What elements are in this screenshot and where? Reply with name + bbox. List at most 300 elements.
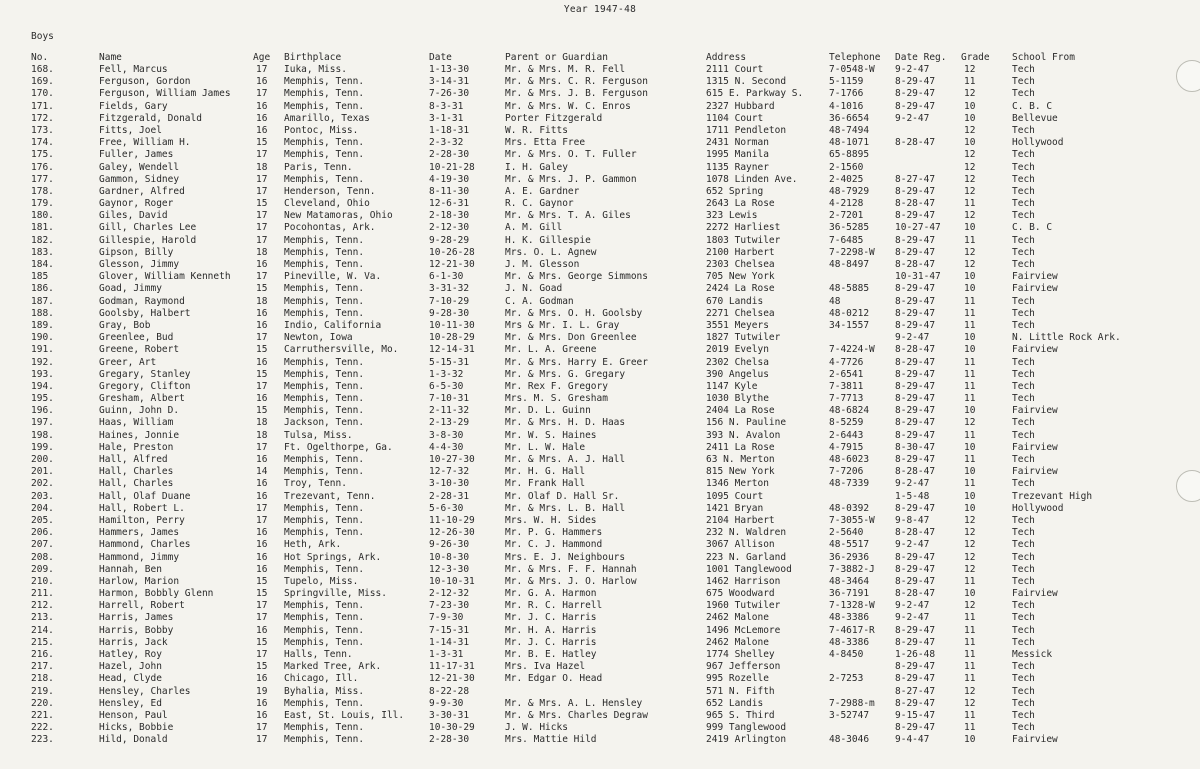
row-number: 196.: [31, 405, 54, 417]
row-number: 218.: [31, 673, 54, 685]
parent-guardian: Mr. & Mrs. Don Greenlee: [505, 332, 637, 344]
parent-guardian: Mr. & Mrs. O. T. Fuller: [505, 149, 637, 161]
parent-guardian: Mr. Edgar O. Head: [505, 673, 603, 685]
header-school-from: School From: [1012, 52, 1075, 63]
student-name: Gillespie, Harold: [99, 234, 197, 246]
parent-guardian: Mrs. M. S. Gresham: [505, 393, 608, 405]
birth-date: 3-1-31: [429, 112, 464, 124]
age: 16: [256, 454, 268, 465]
age: 16: [256, 259, 268, 270]
table-row: [0, 698, 1200, 710]
school-from: Tech: [1012, 246, 1035, 258]
school-from: Fairview: [1012, 271, 1058, 283]
birth-date: 10-26-28: [429, 246, 475, 258]
header-parent: Parent or Guardian: [505, 52, 608, 63]
birth-date: 11-17-31: [429, 661, 475, 673]
student-name: Guinn, John D.: [99, 405, 180, 417]
age: 15: [256, 368, 268, 380]
birthplace: Memphis, Tenn.: [284, 380, 365, 392]
student-name: Goad, Jimmy: [99, 283, 162, 295]
student-name: Gregary, Stanley: [99, 368, 191, 380]
table-row: [0, 393, 1200, 405]
table-row: [0, 186, 1200, 198]
grade: 12: [964, 64, 976, 75]
parent-guardian: C. A. Godman: [505, 295, 574, 307]
age: 17: [256, 185, 268, 197]
grade: 10: [964, 271, 976, 283]
column-headers: [0, 52, 1200, 63]
row-number: 206.: [31, 527, 54, 539]
school-from: Tech: [1012, 393, 1035, 405]
address: 967 Jefferson: [706, 661, 781, 673]
school-from: C. B. C: [1012, 100, 1053, 112]
address: 2019 Evelyn: [706, 344, 769, 356]
date-registered: 8-29-47: [895, 368, 936, 380]
birth-date: 11-10-29: [429, 514, 475, 526]
school-from: Fairview: [1012, 466, 1058, 478]
address: 1104 Court: [706, 112, 764, 124]
table-row: [0, 235, 1200, 247]
school-from: Fairview: [1012, 344, 1058, 356]
address: 1030 Blythe: [706, 393, 769, 405]
parent-guardian: Mr. & Mrs. J. O. Harlow: [505, 575, 637, 587]
age: 15: [256, 405, 268, 417]
age: 16: [256, 112, 268, 124]
date-registered: 8-29-47: [895, 575, 936, 587]
parent-guardian: Mr. Frank Hall: [505, 478, 586, 490]
parent-guardian: Mr. Olaf D. Hall Sr.: [505, 490, 620, 502]
grade: 11: [964, 76, 976, 88]
date-registered: 8-29-47: [895, 283, 936, 295]
row-number: 173.: [31, 124, 54, 136]
row-number: 177.: [31, 173, 54, 185]
grade: 11: [964, 356, 976, 368]
birthplace: Memphis, Tenn.: [284, 466, 365, 478]
grade: 12: [964, 685, 976, 697]
grade: 12: [964, 124, 976, 136]
address: 615 E. Parkway S.: [706, 88, 804, 100]
birth-date: 6-1-30: [429, 271, 464, 283]
grade: 12: [964, 88, 976, 100]
student-name: Hensley, Charles: [99, 685, 191, 697]
parent-guardian: Mr. & Mrs. G. Gregary: [505, 368, 626, 380]
grade: 11: [964, 673, 976, 685]
row-number: 215.: [31, 636, 54, 648]
school-from: Tech: [1012, 636, 1035, 648]
student-name: Ferguson, William James: [99, 88, 231, 100]
school-from: Tech: [1012, 722, 1035, 734]
student-list: [0, 64, 1200, 747]
grade: 10: [964, 222, 976, 234]
table-row: [0, 88, 1200, 100]
school-from: Tech: [1012, 198, 1035, 210]
address: 223 N. Garland: [706, 551, 787, 563]
birthplace: Chicago, Ill.: [284, 673, 359, 685]
school-from: Tech: [1012, 600, 1035, 612]
grade: 10: [964, 502, 976, 514]
telephone: 4-7915: [829, 441, 864, 453]
date-registered: 8-29-47: [895, 307, 936, 319]
date-registered: 8-29-47: [895, 295, 936, 307]
date-registered: 9-2-47: [895, 600, 930, 612]
parent-guardian: Mr. H. G. Hall: [505, 466, 586, 478]
row-number: 186.: [31, 283, 54, 295]
address: 670 Landis: [706, 295, 764, 307]
table-row: [0, 369, 1200, 381]
date-registered: 8-29-47: [895, 393, 936, 405]
birth-date: 12-26-30: [429, 527, 475, 539]
address: 2271 Chelsea: [706, 307, 775, 319]
parent-guardian: Mrs & Mr. I. L. Gray: [505, 319, 620, 331]
birth-date: 6-5-30: [429, 380, 464, 392]
telephone: 7-1328-W: [829, 600, 875, 612]
grade: 12: [964, 246, 976, 258]
row-number: 187.: [31, 295, 54, 307]
school-from: Tech: [1012, 612, 1035, 624]
birth-date: 10-21-28: [429, 161, 475, 173]
binder-hole: [1176, 60, 1200, 92]
birthplace: Memphis, Tenn.: [284, 563, 365, 575]
date-registered: 8-29-47: [895, 319, 936, 331]
school-from: Tech: [1012, 429, 1035, 441]
birthplace: Halls, Tenn.: [284, 649, 353, 660]
birthplace: Amarillo, Texas: [284, 112, 370, 124]
date-registered: 8-29-47: [895, 185, 936, 197]
table-row: [0, 503, 1200, 515]
age: 16: [256, 673, 268, 685]
address: 1421 Bryan: [706, 502, 764, 514]
school-from: Tech: [1012, 234, 1035, 246]
birth-date: 2-28-30: [429, 149, 470, 161]
student-name: Hall, Charles: [99, 466, 174, 478]
birthplace: Memphis, Tenn.: [284, 137, 365, 149]
student-name: Haas, William: [99, 417, 174, 429]
grade: 10: [964, 441, 976, 453]
birth-date: 3-31-32: [429, 283, 470, 295]
row-number: 170.: [31, 88, 54, 100]
age: 14: [256, 466, 268, 478]
school-from: Fairview: [1012, 441, 1058, 453]
parent-guardian: Mr. & Mrs. W. C. Enros: [505, 100, 631, 112]
date-registered: 8-29-47: [895, 722, 936, 734]
age: 16: [256, 709, 268, 721]
telephone: 3-52747: [829, 709, 870, 721]
parent-guardian: Mr. W. S. Haines: [505, 429, 597, 441]
table-row: [0, 478, 1200, 490]
student-name: Harris, Bobby: [99, 624, 174, 636]
age: 17: [256, 222, 268, 234]
telephone: 7-6485: [829, 234, 864, 246]
age: 15: [256, 198, 268, 210]
date-registered: 9-4-47: [895, 734, 930, 746]
parent-guardian: J. W. Hicks: [505, 722, 568, 734]
student-name: Greer, Art: [99, 356, 157, 368]
parent-guardian: I. H. Galey: [505, 161, 568, 173]
row-number: 197.: [31, 417, 54, 429]
telephone: 4-2128: [829, 198, 864, 210]
age: 16: [256, 393, 268, 405]
grade: 12: [964, 185, 976, 197]
telephone: 48-8497: [829, 259, 870, 270]
age: 16: [256, 697, 268, 709]
school-from: Messick: [1012, 649, 1053, 660]
birthplace: Newton, Iowa: [284, 332, 353, 344]
birth-date: 7-10-31: [429, 393, 470, 405]
telephone: 36-2936: [829, 551, 870, 563]
student-name: Goolsby, Halbert: [99, 307, 191, 319]
birthplace: Indio, California: [284, 319, 382, 331]
birth-date: 12-6-31: [429, 198, 470, 210]
date-registered: 8-29-47: [895, 563, 936, 575]
address: 2431 Norman: [706, 137, 769, 149]
table-row: [0, 612, 1200, 624]
telephone: 2-7253: [829, 673, 864, 685]
date-registered: 8-29-47: [895, 636, 936, 648]
date-registered: 8-29-47: [895, 502, 936, 514]
school-from: Tech: [1012, 709, 1035, 721]
birth-date: 2-13-29: [429, 417, 470, 429]
birth-date: 7-26-30: [429, 88, 470, 100]
school-from: Tech: [1012, 76, 1035, 88]
telephone: 48-3386: [829, 636, 870, 648]
school-from: Tech: [1012, 551, 1035, 563]
table-row: [0, 222, 1200, 234]
birthplace: Springville, Miss.: [284, 588, 387, 600]
birth-date: 9-26-30: [429, 539, 470, 551]
table-row: [0, 588, 1200, 600]
date-registered: 8-29-47: [895, 380, 936, 392]
grade: 12: [964, 697, 976, 709]
student-name: Hammond, Jimmy: [99, 551, 180, 563]
parent-guardian: A. M. Gill: [505, 222, 563, 234]
school-from: Tech: [1012, 259, 1035, 270]
school-from: C. B. C: [1012, 222, 1053, 234]
student-name: Fuller, James: [99, 149, 174, 161]
birthplace: Jackson, Tenn.: [284, 417, 365, 429]
birthplace: Tulsa, Miss.: [284, 429, 353, 441]
parent-guardian: Mr. C. J. Hammond: [505, 539, 603, 551]
binder-hole: [1176, 470, 1200, 502]
age: 16: [256, 551, 268, 563]
age: 17: [256, 173, 268, 185]
parent-guardian: Mr. L. A. Greene: [505, 344, 597, 356]
age: 17: [256, 332, 268, 344]
birth-date: 8-11-30: [429, 185, 470, 197]
row-number: 169.: [31, 76, 54, 88]
birth-date: 7-23-30: [429, 600, 470, 612]
student-name: Harris, Jack: [99, 636, 168, 648]
birth-date: 3-10-30: [429, 478, 470, 490]
telephone: 7-1766: [829, 88, 864, 100]
table-row: [0, 381, 1200, 393]
table-row: [0, 527, 1200, 539]
student-name: Fields, Gary: [99, 100, 168, 112]
header-name: Name: [99, 52, 122, 63]
address: 2302 Chelsa: [706, 356, 769, 368]
birthplace: Heth, Ark.: [284, 539, 342, 551]
parent-guardian: Mr. & Mrs. C. R. Ferguson: [505, 76, 648, 88]
row-number: 202.: [31, 478, 54, 490]
student-name: Ferguson, Gordon: [99, 76, 191, 88]
student-name: Hazel, John: [99, 661, 162, 673]
birth-date: 3-8-30: [429, 429, 464, 441]
date-registered: 8-28-47: [895, 344, 936, 356]
table-row: [0, 576, 1200, 588]
grade: 11: [964, 198, 976, 210]
telephone: 7-7713: [829, 393, 864, 405]
birthplace: Memphis, Tenn.: [284, 283, 365, 295]
date-registered: 8-28-47: [895, 588, 936, 600]
row-number: 211.: [31, 588, 54, 600]
grade: 12: [964, 161, 976, 173]
table-row: [0, 113, 1200, 125]
grade: 11: [964, 295, 976, 307]
row-number: 182.: [31, 234, 54, 246]
table-row: [0, 405, 1200, 417]
date-registered: 8-29-47: [895, 429, 936, 441]
parent-guardian: Mr. & Mrs. J. P. Gammon: [505, 173, 637, 185]
student-name: Hannah, Ben: [99, 563, 162, 575]
date-registered: 8-29-47: [895, 417, 936, 429]
age: 17: [256, 514, 268, 526]
parent-guardian: Mr. Rex F. Gregory: [505, 380, 608, 392]
telephone: 2-5640: [829, 527, 864, 539]
parent-guardian: Mr. & Mrs. F. F. Hannah: [505, 563, 637, 575]
age: 16: [256, 624, 268, 636]
grade: 11: [964, 722, 976, 734]
student-name: Gresham, Albert: [99, 393, 185, 405]
row-number: 203.: [31, 490, 54, 502]
age: 16: [256, 490, 268, 502]
address: 705 New York: [706, 271, 775, 283]
birth-date: 9-9-30: [429, 697, 464, 709]
parent-guardian: Mrs. W. H. Sides: [505, 514, 597, 526]
telephone: 7-4224-W: [829, 344, 875, 356]
table-row: [0, 320, 1200, 332]
grade: 12: [964, 149, 976, 161]
row-number: 209.: [31, 563, 54, 575]
row-number: 174.: [31, 137, 54, 149]
student-name: Hensley, Ed: [99, 697, 162, 709]
row-number: 200.: [31, 454, 54, 465]
address: 1135 Rayner: [706, 161, 769, 173]
telephone: 48: [829, 295, 841, 307]
parent-guardian: R. C. Gaynor: [505, 198, 574, 210]
age: 16: [256, 76, 268, 88]
school-from: Tech: [1012, 356, 1035, 368]
birth-date: 4-19-30: [429, 173, 470, 185]
table-row: [0, 430, 1200, 442]
date-registered: 8-29-47: [895, 76, 936, 88]
grade: 11: [964, 429, 976, 441]
header-address: Address: [706, 52, 747, 63]
table-row: [0, 283, 1200, 295]
student-name: Gray, Bob: [99, 319, 151, 331]
telephone: 48-5517: [829, 539, 870, 551]
birth-date: 12-3-30: [429, 563, 470, 575]
date-registered: 8-28-47: [895, 137, 936, 149]
telephone: 65-8895: [829, 149, 870, 161]
age: 17: [256, 722, 268, 734]
table-row: [0, 149, 1200, 161]
grade: 11: [964, 454, 976, 465]
age: 17: [256, 380, 268, 392]
telephone: 2-4025: [829, 173, 864, 185]
age: 16: [256, 356, 268, 368]
telephone: 48-7494: [829, 124, 870, 136]
page-title: Year 1947-48: [563, 4, 637, 15]
table-row: [0, 174, 1200, 186]
student-name: Harris, James: [99, 612, 174, 624]
parent-guardian: Porter Fitzgerald: [505, 112, 603, 124]
address: 1095 Court: [706, 490, 764, 502]
school-from: Tech: [1012, 527, 1035, 539]
school-from: Tech: [1012, 478, 1035, 490]
telephone: 48-3046: [829, 734, 870, 746]
address: 390 Angelus: [706, 368, 769, 380]
birth-date: 10-10-31: [429, 575, 475, 587]
row-number: 223.: [31, 734, 54, 746]
student-name: Gardner, Alfred: [99, 185, 185, 197]
birth-date: 2-28-31: [429, 490, 470, 502]
row-number: 220.: [31, 697, 54, 709]
row-number: 184.: [31, 259, 54, 270]
address: 1803 Tutwiler: [706, 234, 781, 246]
birth-date: 9-28-30: [429, 307, 470, 319]
telephone: 7-2988-m: [829, 697, 875, 709]
birthplace: Cleveland, Ohio: [284, 198, 370, 210]
row-number: 190.: [31, 332, 54, 344]
student-name: Gill, Charles Lee: [99, 222, 197, 234]
birthplace: Byhalia, Miss.: [284, 685, 365, 697]
address: 999 Tanglewood: [706, 722, 787, 734]
row-number: 175.: [31, 149, 54, 161]
telephone: 48-7929: [829, 185, 870, 197]
age: 17: [256, 441, 268, 453]
birthplace: Henderson, Tenn.: [284, 185, 376, 197]
row-number: 180.: [31, 210, 54, 222]
birth-date: 12-7-32: [429, 466, 470, 478]
school-from: Tech: [1012, 673, 1035, 685]
row-number: 198.: [31, 429, 54, 441]
birth-date: 10-11-30: [429, 319, 475, 331]
birthplace: Memphis, Tenn.: [284, 100, 365, 112]
age: 15: [256, 575, 268, 587]
telephone: 8-5259: [829, 417, 864, 429]
section-label: Boys: [31, 31, 54, 42]
school-from: Tech: [1012, 575, 1035, 587]
date-registered: 8-29-47: [895, 551, 936, 563]
birthplace: Memphis, Tenn.: [284, 514, 365, 526]
student-name: Godman, Raymond: [99, 295, 185, 307]
address: 965 S. Third: [706, 709, 775, 721]
school-from: Tech: [1012, 697, 1035, 709]
row-number: 176.: [31, 161, 54, 173]
header-telephone: Telephone: [829, 52, 881, 63]
birth-date: 2-11-32: [429, 405, 470, 417]
date-registered: 8-29-47: [895, 88, 936, 100]
date-registered: 9-15-47: [895, 709, 936, 721]
table-row: [0, 515, 1200, 527]
birth-date: 7-9-30: [429, 612, 464, 624]
parent-guardian: Mr. & Mrs. A. J. Hall: [505, 454, 626, 465]
age: 16: [256, 478, 268, 490]
address: 393 N. Avalon: [706, 429, 781, 441]
grade: 11: [964, 661, 976, 673]
student-name: Hall, Robert L.: [99, 502, 185, 514]
address: 1960 Tutwiler: [706, 600, 781, 612]
row-number: 195.: [31, 393, 54, 405]
